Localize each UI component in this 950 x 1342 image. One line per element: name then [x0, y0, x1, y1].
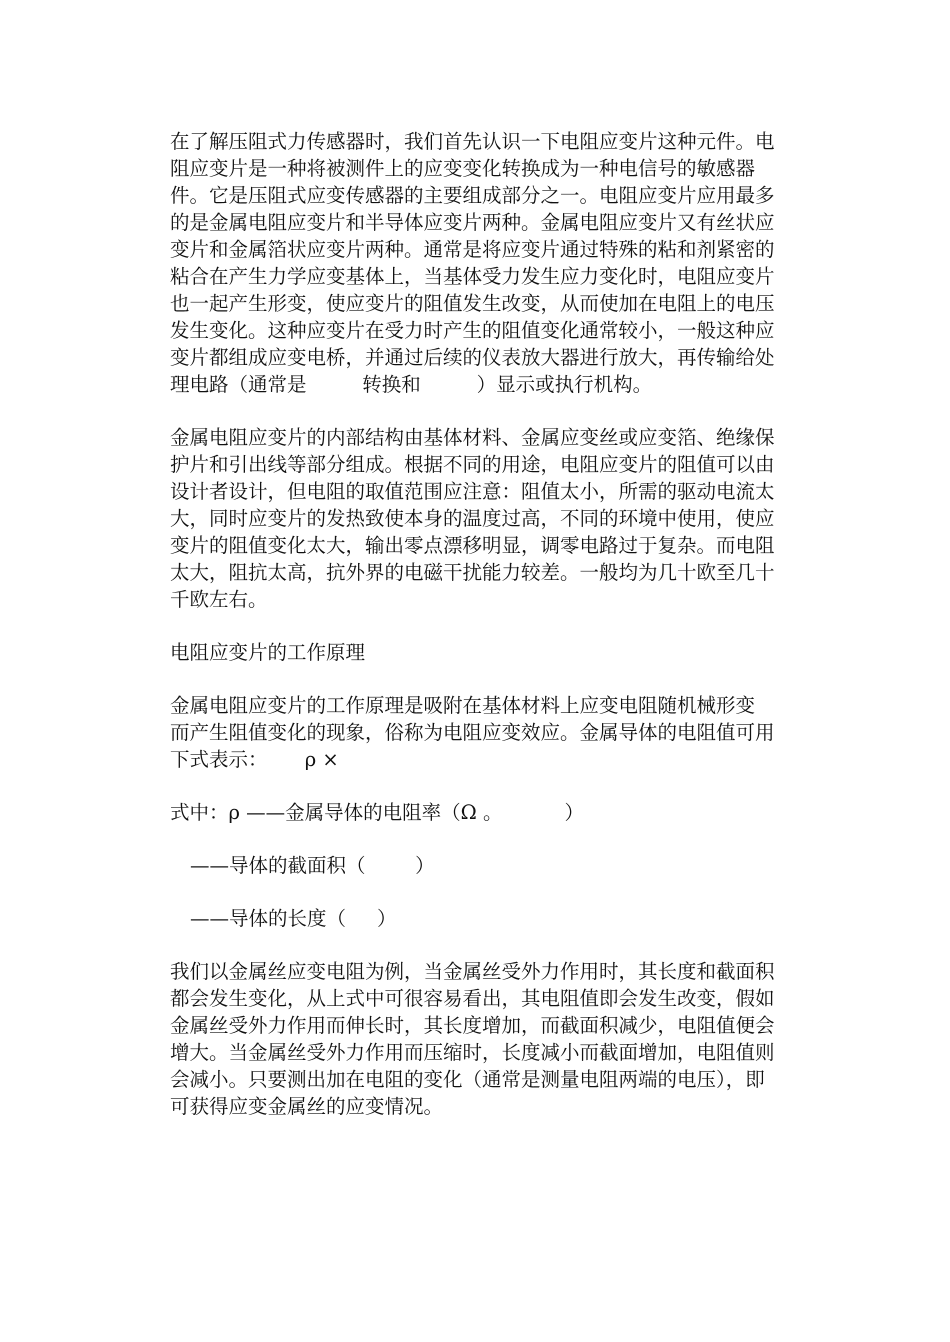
paragraph-structure	[170, 424, 830, 613]
text-line: 也一起产生形变，使应变片的阻值发生改变，从而使加在电阻上的电压	[170, 292, 775, 315]
text-line: 理电路（通常是 转换和 ）显示或执行机构。	[170, 373, 653, 396]
text-line: 阻应变片是一种将被测件上的应变变化转换成为一种电信号的敏感器	[170, 157, 756, 180]
text-line: 护片和引出线等部分组成。根据不同的用途，电阻应变片的阻值可以由	[170, 453, 775, 476]
text-line: 千欧左右。	[170, 588, 268, 611]
text-line: 都会发生变化，从上式中可很容易看出，其电阻值即会发生改变，假如	[170, 987, 775, 1010]
formula-area-line: ——导体的截面积（ ）	[190, 854, 435, 877]
text-line: 大，同时应变片的发热致使本身的温度过高，不同的环境中使用，使应	[170, 507, 775, 530]
paragraph-principle	[170, 692, 830, 773]
text-line: 发生变化。这种应变片在受力时产生的阻值变化通常较小，一般这种应	[170, 319, 775, 342]
text-line: 我们以金属丝应变电阻为例，当金属丝受外力作用时，其长度和截面积	[170, 960, 775, 983]
text-line: 粘合在产生力学应变基体上，当基体受力发生应力变化时，电阻应变片	[170, 265, 775, 288]
text-line: 增大。当金属丝受外力作用而压缩时，长度减小而截面增加，电阻值则	[170, 1041, 775, 1064]
text-line: 的是金属电阻应变片和半导体应变片两种。金属电阻应变片又有丝状应	[170, 211, 775, 234]
text-line: 变片和金属箔状应变片两种。通常是将应变片通过特殊的粘和剂紧密的	[170, 238, 775, 261]
text-line: 件。它是压阻式应变传感器的主要组成部分之一。电阻应变片应用最多	[170, 184, 775, 207]
text-line: 可获得应变金属丝的应变情况。	[170, 1095, 444, 1118]
formula-where-line: 式中：ρ ——金属导体的电阻率（Ω 。 ）	[170, 801, 585, 824]
paragraph-example	[170, 958, 830, 1120]
text-line: 金属电阻应变片的内部结构由基体材料、金属应变丝或应变箔、绝缘保	[170, 426, 775, 449]
text-line: 金属丝受外力作用而伸长时，其长度增加，而截面积减少，电阻值便会	[170, 1014, 775, 1037]
text-line: 金属电阻应变片的工作原理是吸附在基体材料上应变电阻随机械形变	[170, 694, 756, 717]
formula-length-line: ——导体的长度（ ）	[190, 907, 397, 930]
text-line: 而产生阻值变化的现象，俗称为电阻应变效应。金属导体的电阻值可用	[170, 721, 775, 744]
paragraph-intro	[170, 128, 830, 398]
document-page	[170, 128, 830, 1120]
text-line: 变片的阻值变化太大，输出零点漂移明显，调零电路过于复杂。而电阻	[170, 534, 775, 557]
text-line: 太大，阻抗太高，抗外界的电磁干扰能力较差。一般均为几十欧至几十	[170, 561, 775, 584]
section-heading: 电阻应变片的工作原理	[170, 641, 366, 664]
text-line: 下式表示： ρ ×	[170, 748, 339, 771]
text-line: 在了解压阻式力传感器时，我们首先认识一下电阻应变片这种元件。电	[170, 130, 775, 153]
text-line: 变片都组成应变电桥，并通过后续的仪表放大器进行放大，再传输给处	[170, 346, 775, 369]
text-line: 设计者设计，但电阻的取值范围应注意：阻值太小，所需的驱动电流太	[170, 480, 775, 503]
text-line: 会减小。只要测出加在电阻的变化（通常是测量电阻两端的电压），即	[170, 1068, 765, 1091]
